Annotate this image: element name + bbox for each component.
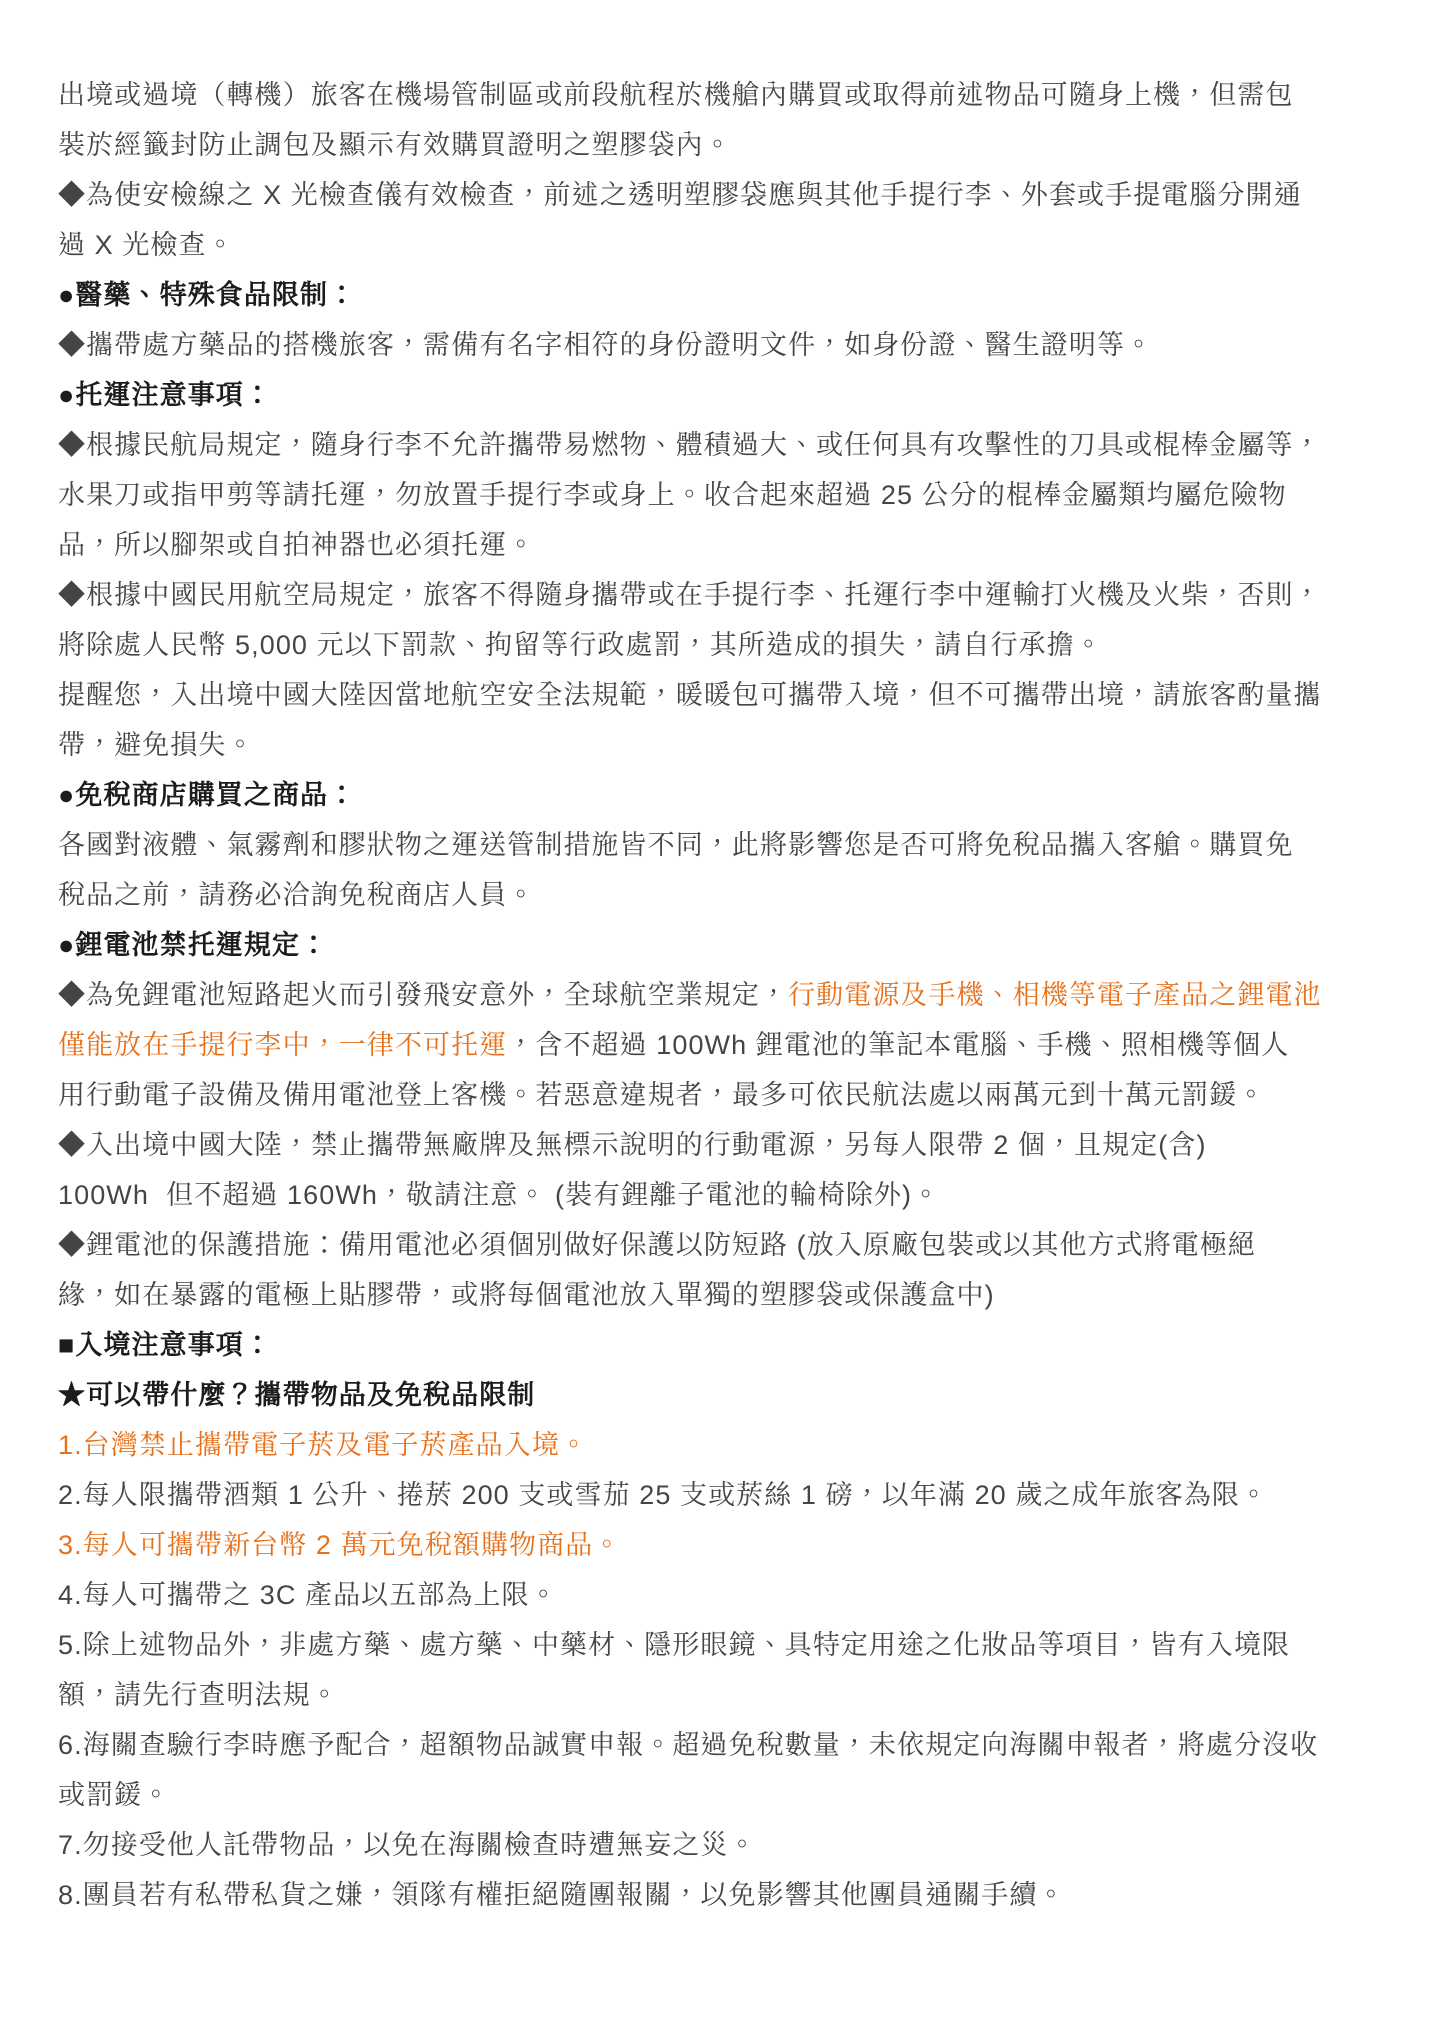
text-line xyxy=(58,1870,1410,1920)
text-line xyxy=(58,1420,1410,1470)
text-segment: ◆根據中國民用航空局規定，旅客不得隨身攜帶或在手提行李、托運行李中運輸打火機及火柴，否則， xyxy=(58,580,1322,610)
text-segment: ◆鋰電池的保護措施：備用電池必須個別做好保護以防短路 (放入原廠包裝或以其他方式將電極絕 xyxy=(58,1230,1257,1260)
text-segment: 100Wh 但不超過 160Wh，敬請注意。 (裝有鋰離子電池的輪椅除外)。 xyxy=(58,1180,941,1210)
text-segment: ■入境注意事項： xyxy=(58,1330,272,1360)
text-segment: 提醒您，入出境中國大陸因當地航空安全法規範，暖暖包可攜帶入境，但不可攜帶出境，請旅客酌量攜 xyxy=(58,680,1322,710)
text-line xyxy=(58,120,1410,170)
text-line xyxy=(58,1020,1410,1070)
text-segment: ★可以帶什麼？攜帶物品及免稅品限制 xyxy=(58,1380,536,1410)
text-segment: 裝於經籤封防止調包及顯示有效購買證明之塑膠袋內。 xyxy=(58,130,732,160)
text-line xyxy=(58,1120,1410,1170)
text-line xyxy=(58,1220,1410,1270)
text-segment: 將除處人民幣 5,000 元以下罰款、拘留等行政處罰，其所造成的損失，請自行承擔。 xyxy=(58,630,1103,660)
text-segment: ◆入出境中國大陸，禁止攜帶無廠牌及無標示說明的行動電源，另每人限帶 2 個，且規定(含) xyxy=(58,1130,1207,1160)
text-segment: 7.勿接受他人託帶物品，以免在海關檢查時遭無妄之災。 xyxy=(58,1830,757,1860)
text-line xyxy=(58,1270,1410,1320)
text-line xyxy=(58,70,1410,120)
text-segment: 帶，避免損失。 xyxy=(58,730,255,760)
text-line xyxy=(58,220,1410,270)
text-line xyxy=(58,1470,1410,1520)
text-line xyxy=(58,1670,1410,1720)
text-line xyxy=(58,720,1410,770)
text-line xyxy=(58,870,1410,920)
text-line xyxy=(58,1170,1410,1220)
text-segment: ●免稅商店購買之商品： xyxy=(58,780,357,810)
text-line xyxy=(58,970,1410,1020)
section-heading xyxy=(58,1370,1410,1420)
text-segment: ●鋰電池禁托運規定： xyxy=(58,930,329,960)
text-segment: 稅品之前，請務必洽詢免稅商店人員。 xyxy=(58,880,536,910)
text-line xyxy=(58,520,1410,570)
text-line xyxy=(58,320,1410,370)
text-segment: 額，請先行查明法規。 xyxy=(58,1680,339,1710)
text-line xyxy=(58,1820,1410,1870)
text-segment: 出境或過境（轉機）旅客在機場管制區或前段航程於機艙內購買或取得前述物品可隨身上機，但需包 xyxy=(58,80,1294,110)
highlighted-text: 僅能放在手提行李中，一律不可托運 xyxy=(58,1030,508,1060)
text-line xyxy=(58,170,1410,220)
text-segment: 品，所以腳架或自拍神器也必須托運。 xyxy=(58,530,536,560)
text-line xyxy=(58,620,1410,670)
highlighted-text: 3.每人可攜帶新台幣 2 萬元免稅額購物商品。 xyxy=(58,1530,622,1560)
text-line xyxy=(58,670,1410,720)
text-segment: 水果刀或指甲剪等請托運，勿放置手提行李或身上。收合起來超過 25 公分的棍棒金屬類均屬危險物 xyxy=(58,480,1287,510)
text-segment: 5.除上述物品外，非處方藥、處方藥、中藥材、隱形眼鏡、具特定用途之化妝品等項目，皆有入境限 xyxy=(58,1630,1291,1660)
text-segment: ，含不超過 100Wh 鋰電池的筆記本電腦、手機、照相機等個人 xyxy=(507,1030,1290,1060)
text-line xyxy=(58,1070,1410,1120)
text-segment: 或罰鍰。 xyxy=(58,1780,171,1810)
text-segment: 4.每人可攜帶之 3C 產品以五部為上限。 xyxy=(58,1580,558,1610)
text-segment: ◆為免鋰電池短路起火而引發飛安意外，全球航空業規定， xyxy=(58,980,789,1010)
text-segment: 緣，如在暴露的電極上貼膠帶，或將每個電池放入單獨的塑膠袋或保護盒中) xyxy=(58,1280,995,1310)
text-segment: ●醫藥、特殊食品限制： xyxy=(58,280,357,310)
text-segment: 用行動電子設備及備用電池登上客機。若惡意違規者，最多可依民航法處以兩萬元到十萬元罰鍰。 xyxy=(58,1080,1266,1110)
section-heading xyxy=(58,370,1410,420)
text-segment: ◆攜帶處方藥品的搭機旅客，需備有名字相符的身份證明文件，如身份證、醫生證明等。 xyxy=(58,330,1154,360)
text-segment: 各國對液體、氣霧劑和膠狀物之運送管制措施皆不同，此將影響您是否可將免稅品攜入客艙。購買免 xyxy=(58,830,1294,860)
section-heading xyxy=(58,270,1410,320)
section-heading xyxy=(58,920,1410,970)
text-segment: 2.每人限攜帶酒類 1 公升、捲菸 200 支或雪茄 25 支或菸絲 1 磅，以年滿 20 歲之成年旅客為限。 xyxy=(58,1480,1269,1510)
section-heading xyxy=(58,770,1410,820)
text-line xyxy=(58,470,1410,520)
text-line xyxy=(58,420,1410,470)
text-segment: 8.團員若有私帶私貨之嫌，領隊有權拒絕隨團報關，以免影響其他團員通關手續。 xyxy=(58,1880,1066,1910)
text-segment: 過 X 光檢查。 xyxy=(58,230,235,260)
section-heading xyxy=(58,1320,1410,1370)
highlighted-text: 1.台灣禁止攜帶電子菸及電子菸產品入境。 xyxy=(58,1430,589,1460)
text-line xyxy=(58,1520,1410,1570)
text-line xyxy=(58,820,1410,870)
text-line xyxy=(58,1570,1410,1620)
text-line xyxy=(58,1620,1410,1670)
text-segment: ◆為使安檢線之 X 光檢查儀有效檢查，前述之透明塑膠袋應與其他手提行李、外套或手提電腦分開通 xyxy=(58,180,1302,210)
text-segment: ◆根據民航局規定，隨身行李不允許攜帶易燃物、體積過大、或任何具有攻擊性的刀具或棍棒金屬等， xyxy=(58,430,1322,460)
text-line xyxy=(58,1720,1410,1770)
text-segment: 6.海關查驗行李時應予配合，超額物品誠實申報。超過免稅數量，未依規定向海關申報者，將處分沒收 xyxy=(58,1730,1319,1760)
highlighted-text: 行動電源及手機、相機等電子產品之鋰電池 xyxy=(788,980,1322,1010)
text-line xyxy=(58,570,1410,620)
text-line xyxy=(58,1770,1410,1820)
text-segment: ●托運注意事項： xyxy=(58,380,272,410)
